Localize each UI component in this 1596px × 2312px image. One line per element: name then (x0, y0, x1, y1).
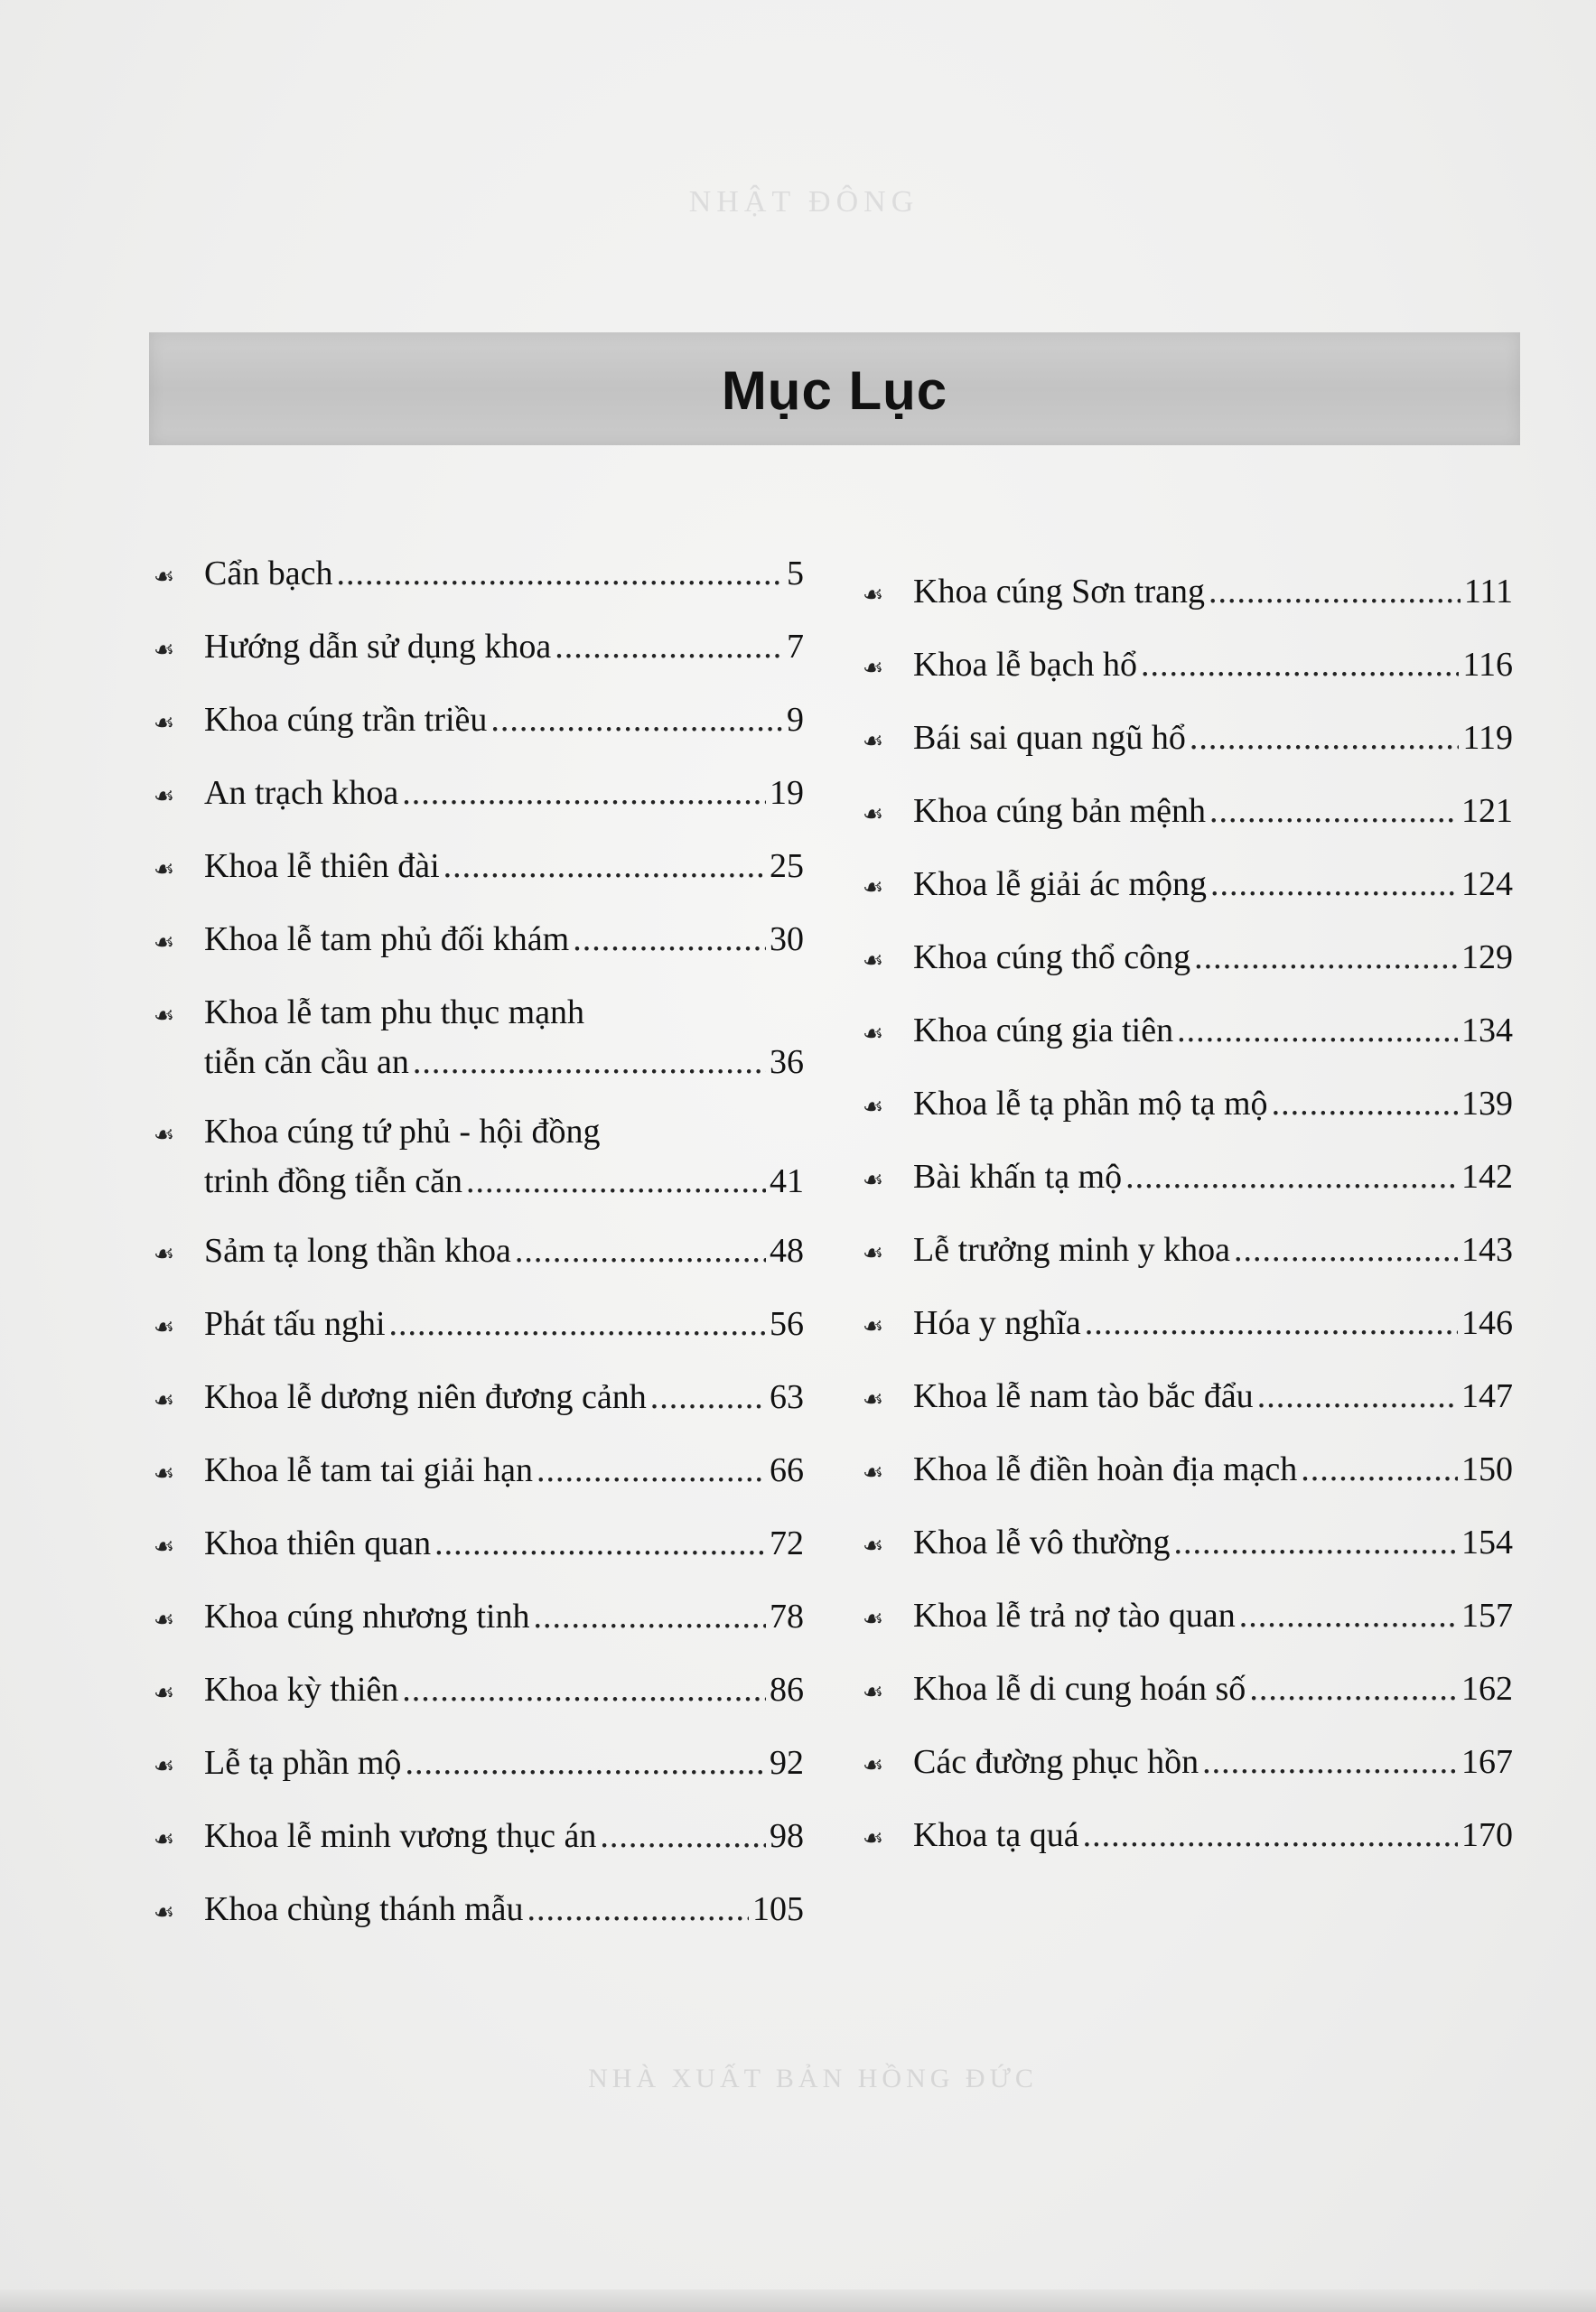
toc-entry-title: Khoa cúng gia tiên (913, 1012, 1174, 1049)
fleuron-bullet-icon: ☙ (154, 929, 173, 956)
fleuron-bullet-icon: ☙ (154, 637, 173, 664)
toc-entry-title: Hóa y nghĩa (913, 1304, 1081, 1342)
toc-entry-title: tiễn căn cầu an (204, 1043, 409, 1081)
fleuron-bullet-icon: ☙ (863, 874, 882, 901)
toc-entry-title: Cẩn bạch (204, 555, 333, 592)
toc-entry-title: Khoa lễ vô thường (913, 1524, 1171, 1562)
toc-entry-row (863, 715, 1513, 765)
fleuron-bullet-icon: ☙ (154, 1122, 173, 1149)
toc-entry-title: Bài khấn tạ mộ (913, 1158, 1123, 1196)
fleuron-bullet-icon: ☙ (863, 1386, 882, 1413)
toc-entry (863, 642, 1513, 692)
toc-page-number: 121 (1461, 792, 1513, 830)
toc-entry-title: Khoa tạ quá (913, 1816, 1079, 1854)
toc-page-number: 170 (1461, 1816, 1513, 1854)
fleuron-bullet-icon: ☙ (863, 1313, 882, 1340)
toc-entry (863, 1666, 1513, 1716)
toc-entry (863, 788, 1513, 838)
toc-entry-title: Khoa cúng nhương tinh (204, 1598, 530, 1636)
toc-entry (863, 862, 1513, 911)
dot-leader (537, 1448, 766, 1494)
fleuron-bullet-icon: ☙ (863, 1533, 882, 1560)
dot-leader (490, 697, 783, 743)
toc-entry (863, 1081, 1513, 1131)
dot-leader (1272, 1081, 1458, 1127)
fleuron-bullet-icon: ☙ (863, 582, 882, 609)
dot-leader (1210, 862, 1458, 908)
fleuron-bullet-icon: ☙ (154, 1680, 173, 1707)
toc-page-number: 139 (1461, 1085, 1513, 1123)
toc-entry (154, 1594, 804, 1644)
toc-entry (863, 1227, 1513, 1277)
title-band (149, 332, 1520, 445)
toc-entry-row (863, 1739, 1513, 1789)
toc-entry-title: Khoa lễ trả nợ tào quan (913, 1597, 1236, 1635)
toc-entry-row (863, 788, 1513, 838)
toc-entry (154, 1228, 804, 1278)
toc-page-number: 167 (1461, 1743, 1513, 1781)
toc-entry (154, 770, 804, 820)
toc-entry-title: Bái sai quan ngũ hổ (913, 719, 1186, 757)
toc-entry-row (154, 1109, 804, 1159)
toc-entry-title: An trạch khoa (204, 774, 399, 812)
toc-column-left (154, 551, 804, 1960)
toc-entry-row (863, 1666, 1513, 1716)
toc-entry-title: Hướng dẫn sử dụng khoa (204, 628, 552, 666)
toc-entry-title: Khoa cúng tứ phủ - hội đồng (204, 1113, 601, 1151)
toc-entry-title: Phát tấu nghi (204, 1305, 386, 1343)
toc-entry-title: Khoa cúng trần triều (204, 701, 488, 739)
toc-page-number: 116 (1462, 646, 1513, 684)
toc-entry-title: Khoa lễ giải ác mộng (913, 865, 1208, 903)
dot-leader (533, 1594, 766, 1640)
fleuron-bullet-icon: ☙ (863, 1459, 882, 1487)
dot-leader (402, 1667, 766, 1713)
bleed-through-footer: NHÀ XUẤT BẢN HỒNG ĐỨC (588, 2064, 1038, 2093)
toc-page-number: 142 (1461, 1158, 1513, 1196)
fleuron-bullet-icon: ☙ (154, 710, 173, 737)
fleuron-bullet-icon: ☙ (863, 1021, 882, 1048)
toc-entry (154, 1521, 804, 1571)
bleed-through-header: NHẬT ĐÔNG (688, 185, 919, 219)
fleuron-bullet-icon: ☙ (863, 1240, 882, 1267)
toc-page-number: 162 (1461, 1670, 1513, 1708)
toc-entry (863, 1374, 1513, 1423)
toc-entry-row (154, 1301, 804, 1351)
dot-leader (466, 1159, 766, 1205)
toc-entry (154, 1301, 804, 1351)
fleuron-bullet-icon: ☙ (154, 783, 173, 810)
toc-page-number: 119 (1462, 719, 1513, 757)
fleuron-bullet-icon: ☙ (863, 655, 882, 682)
toc-entry (863, 1593, 1513, 1643)
toc-entry-row (154, 697, 804, 747)
dot-leader (1177, 1008, 1458, 1054)
toc-entry (154, 1448, 804, 1497)
toc-entry-title: Khoa lễ dương niên đương cảnh (204, 1378, 647, 1416)
toc-page-number: 7 (787, 628, 804, 666)
toc-entry-row (863, 1081, 1513, 1131)
toc-page-number: 105 (752, 1890, 804, 1928)
dot-leader (600, 1813, 766, 1860)
fleuron-bullet-icon: ☙ (863, 1167, 882, 1194)
toc-entry-row (154, 844, 804, 893)
toc-entry (863, 1154, 1513, 1204)
toc-entry-row (154, 1813, 804, 1863)
toc-entry-row (863, 1300, 1513, 1350)
toc-entry-title: Các đường phục hồn (913, 1743, 1199, 1781)
toc-entry-row (154, 1887, 804, 1936)
fleuron-bullet-icon: ☙ (154, 1387, 173, 1414)
toc-page-number: 48 (770, 1232, 804, 1270)
toc-page-number: 150 (1461, 1450, 1513, 1488)
fleuron-bullet-icon: ☙ (154, 1314, 173, 1341)
toc-page-number: 134 (1461, 1012, 1513, 1049)
toc-entry (863, 1008, 1513, 1058)
fleuron-bullet-icon: ☙ (154, 1534, 173, 1561)
page-bottom-edge (0, 2289, 1596, 2312)
fleuron-bullet-icon: ☙ (154, 1826, 173, 1853)
toc-entry-title: Khoa lễ tam tai giải hạn (204, 1451, 534, 1489)
fleuron-bullet-icon: ☙ (154, 1899, 173, 1926)
dot-leader (1301, 1447, 1458, 1493)
toc-entry-row (863, 569, 1513, 619)
fleuron-bullet-icon: ☙ (863, 1679, 882, 1706)
toc-entry-title: Khoa cúng thổ công (913, 938, 1191, 976)
toc-entry (154, 1667, 804, 1717)
fleuron-bullet-icon: ☙ (154, 856, 173, 883)
toc-entry-row (863, 862, 1513, 911)
toc-entry (154, 697, 804, 747)
toc-entry (154, 1887, 804, 1936)
toc-entry-row (154, 1448, 804, 1497)
toc-entry (154, 917, 804, 966)
toc-page-number: 147 (1461, 1377, 1513, 1415)
toc-entry-row (863, 642, 1513, 692)
dot-leader (413, 1039, 766, 1086)
toc-entry-row (863, 1008, 1513, 1058)
toc-entry-row (863, 1154, 1513, 1204)
toc-page-number: 5 (787, 555, 804, 592)
toc-entry (154, 1740, 804, 1790)
dot-leader (1209, 569, 1461, 615)
toc-entry-title: Khoa lễ minh vương thục án (204, 1817, 597, 1855)
toc-entry (863, 1520, 1513, 1570)
toc-entry-title: Khoa lễ di cung hoán số (913, 1670, 1246, 1708)
toc-entry (863, 1300, 1513, 1350)
dot-leader (1234, 1227, 1458, 1273)
toc-page-number: 9 (787, 701, 804, 739)
toc-entry-row (863, 1227, 1513, 1277)
fleuron-bullet-icon: ☙ (154, 564, 173, 591)
toc-entry (154, 990, 804, 1086)
dot-leader (1125, 1154, 1458, 1200)
toc-entry-row (863, 1447, 1513, 1496)
toc-page-number: 72 (770, 1524, 804, 1562)
toc-entry-row (863, 1520, 1513, 1570)
toc-page-number: 30 (770, 920, 804, 958)
toc-page-number: 98 (770, 1817, 804, 1855)
toc-entry (863, 715, 1513, 765)
fleuron-bullet-icon: ☙ (863, 947, 882, 974)
toc-column-right (863, 569, 1513, 1886)
dot-leader (1249, 1666, 1458, 1712)
fleuron-bullet-icon: ☙ (154, 1241, 173, 1268)
toc-entry-row (154, 990, 804, 1039)
fleuron-bullet-icon: ☙ (863, 1825, 882, 1852)
toc-page-number: 157 (1461, 1597, 1513, 1635)
toc-page-number: 36 (770, 1043, 804, 1081)
toc-page-number: 66 (770, 1451, 804, 1489)
toc-entry-title: Khoa kỳ thiên (204, 1671, 399, 1709)
toc-entry-row (863, 935, 1513, 984)
dot-leader (1083, 1813, 1458, 1859)
dot-leader (573, 917, 766, 963)
fleuron-bullet-icon: ☙ (154, 1002, 173, 1030)
fleuron-bullet-icon: ☙ (154, 1460, 173, 1487)
toc-page-number: 154 (1461, 1524, 1513, 1562)
fleuron-bullet-icon: ☙ (863, 1094, 882, 1121)
toc-entry-row (154, 770, 804, 820)
toc-page-number: 129 (1461, 938, 1513, 976)
fleuron-bullet-icon: ☙ (154, 1753, 173, 1780)
toc-page-number: 56 (770, 1305, 804, 1343)
dot-leader (402, 770, 766, 816)
toc-entry (154, 1813, 804, 1863)
dot-leader (515, 1228, 766, 1274)
toc-page-number: 19 (770, 774, 804, 812)
toc-page-number: 143 (1461, 1231, 1513, 1269)
dot-leader (1202, 1739, 1458, 1785)
toc-entry (154, 1109, 804, 1205)
toc-entry-title: Khoa cúng Sơn trang (913, 573, 1205, 611)
toc-entry-title: Khoa lễ thiên đài (204, 847, 440, 885)
toc-page-number: 124 (1461, 865, 1513, 903)
toc-entry (863, 935, 1513, 984)
toc-entry (154, 624, 804, 674)
toc-entry (154, 1375, 804, 1424)
fleuron-bullet-icon: ☙ (863, 1606, 882, 1633)
toc-page-number: 146 (1461, 1304, 1513, 1342)
fleuron-bullet-icon: ☙ (863, 801, 882, 828)
toc-entry-title: Khoa chùng thánh mẫu (204, 1890, 524, 1928)
toc-entry-row (154, 1521, 804, 1571)
toc-entry-row (154, 1740, 804, 1790)
dot-leader (336, 551, 783, 597)
toc-entry (863, 1813, 1513, 1862)
toc-entry (863, 569, 1513, 619)
dot-leader (1209, 788, 1458, 834)
dot-leader (1173, 1520, 1458, 1566)
fleuron-bullet-icon: ☙ (863, 728, 882, 755)
toc-entry-title: Khoa lễ tam phu thục mạnh (204, 993, 585, 1031)
dot-leader (434, 1521, 766, 1567)
toc-entry (154, 551, 804, 601)
toc-entry-row (154, 624, 804, 674)
dot-leader (1141, 642, 1459, 688)
toc-entry-row (863, 1374, 1513, 1423)
dot-leader (1194, 935, 1458, 981)
toc-page-number: 41 (770, 1162, 804, 1200)
toc-page-number: 111 (1463, 573, 1513, 611)
dot-leader (555, 624, 783, 670)
page-title: Mục Lục (721, 360, 948, 421)
dot-leader (1257, 1374, 1458, 1420)
toc-entry-title: Khoa lễ bạch hổ (913, 646, 1137, 684)
dot-leader (1239, 1593, 1458, 1639)
toc-entry-title: Khoa lễ điền hoàn địa mạch (913, 1450, 1298, 1488)
toc-entry-row (863, 1813, 1513, 1862)
dot-leader (527, 1887, 749, 1933)
toc-entry (863, 1739, 1513, 1789)
toc-entry-row (154, 1375, 804, 1424)
toc-page-number: 86 (770, 1671, 804, 1709)
toc-page-number: 25 (770, 847, 804, 885)
toc-entry-title: Khoa thiên quan (204, 1524, 432, 1562)
toc-entry-title: Lễ trưởng minh y khoa (913, 1231, 1230, 1269)
toc-entry-row (154, 917, 804, 966)
dot-leader (443, 844, 766, 890)
toc-entry-title: Khoa lễ nam tào bắc đẩu (913, 1377, 1254, 1415)
dot-leader (389, 1301, 766, 1347)
dot-leader (405, 1740, 766, 1786)
toc-page-number: 92 (770, 1744, 804, 1782)
toc-entry (863, 1447, 1513, 1496)
toc-entry-title: Khoa lễ tam phủ đối khám (204, 920, 570, 958)
toc-entry-title: Khoa cúng bản mệnh (913, 792, 1206, 830)
toc-entry-title: trinh đồng tiễn căn (204, 1162, 462, 1200)
fleuron-bullet-icon: ☙ (863, 1752, 882, 1779)
toc-entry (154, 844, 804, 893)
toc-entry-row (863, 1593, 1513, 1643)
dot-leader (650, 1375, 766, 1421)
toc-page-number: 78 (770, 1598, 804, 1636)
toc-entry-row (154, 1159, 804, 1205)
dot-leader (1085, 1300, 1458, 1347)
toc-entry-row (154, 1594, 804, 1644)
toc-entry-row (154, 1228, 804, 1278)
toc-entry-row (154, 1039, 804, 1086)
toc-page-number: 63 (770, 1378, 804, 1416)
dot-leader (1190, 715, 1460, 761)
toc-entry-title: Khoa lễ tạ phần mộ tạ mộ (913, 1085, 1268, 1123)
toc-entry-row (154, 551, 804, 601)
toc-entry-row (154, 1667, 804, 1717)
toc-entry-title: Lễ tạ phần mộ (204, 1744, 402, 1782)
fleuron-bullet-icon: ☙ (154, 1607, 173, 1634)
toc-entry-title: Sảm tạ long thần khoa (204, 1232, 511, 1270)
